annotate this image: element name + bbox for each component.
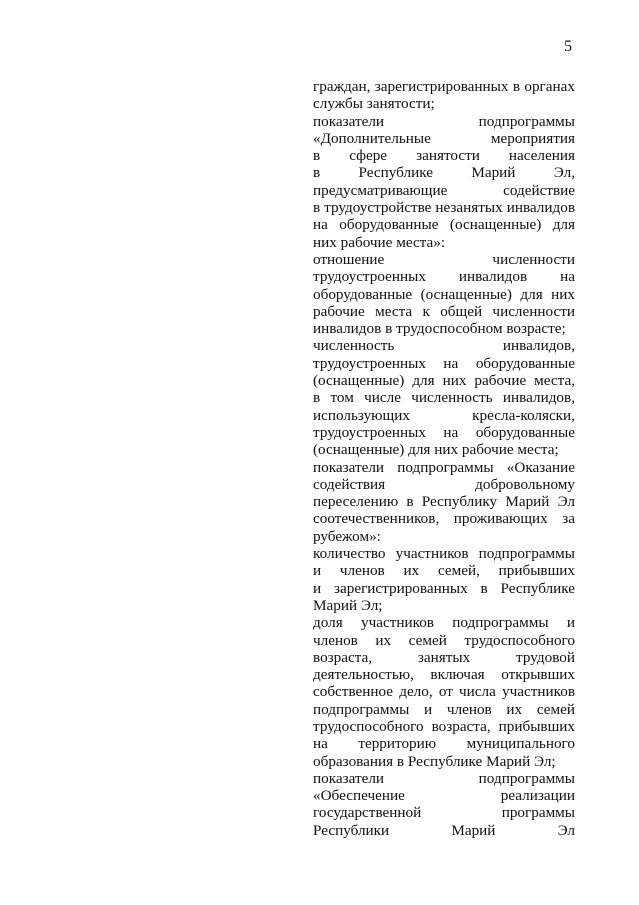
- text-line: на территорию муниципального: [313, 735, 575, 753]
- text-line: трудоустроенных на оборудованные: [313, 354, 575, 372]
- text-line: подпрограммы и членов их семей: [313, 700, 575, 718]
- text-line: трудоспособного возраста, прибывших: [313, 717, 575, 735]
- text-line: предусматривающие содействие: [313, 181, 575, 199]
- text-line: и зарегистрированных в Республике: [313, 579, 575, 597]
- text-line: количество участников подпрограммы: [313, 545, 575, 563]
- text-line: собственное дело, от числа участников: [313, 683, 575, 701]
- text-line: «Обеспечение реализации: [313, 787, 575, 805]
- text-line: на оборудованные (оснащенные) для: [313, 216, 575, 234]
- text-line: доля участников подпрограммы и: [313, 614, 575, 632]
- text-line: возраста, занятых трудовой: [313, 648, 575, 666]
- text-line: граждан, зарегистрированных в органах: [313, 78, 575, 95]
- text-line: трудоустроенных инвалидов на: [313, 268, 575, 286]
- text-line: показатели подпрограммы: [313, 112, 575, 130]
- text-line: государственной программы: [313, 804, 575, 822]
- text-line: содействия добровольному: [313, 475, 575, 493]
- text-line: в трудоустройстве незанятых инвалидов: [313, 199, 575, 217]
- text-line: инвалидов в трудоспособном возрасте;: [313, 320, 566, 338]
- text-line: отношение численности: [313, 250, 575, 268]
- text-line: в том числе численность инвалидов,: [313, 389, 575, 407]
- text-line: (оснащенные) для них рабочие места,: [313, 372, 575, 390]
- text-line: и членов их семей, прибывших: [313, 562, 575, 580]
- text-line: службы занятости;: [313, 95, 435, 113]
- text-line: показатели подпрограммы «Оказание: [313, 458, 575, 476]
- text-line: «Дополнительные мероприятия: [313, 129, 575, 147]
- text-line: Марий Эл;: [313, 596, 383, 614]
- text-line: образования в Республике Марий Эл;: [313, 752, 556, 770]
- text-line: использующих кресла-коляски,: [313, 406, 575, 424]
- page-number: 5: [564, 38, 572, 55]
- document-text-column: [313, 78, 575, 839]
- text-line: численность инвалидов,: [313, 337, 575, 355]
- text-line: рабочие места к общей численности: [313, 302, 575, 320]
- text-line: деятельностью, включая открывших: [313, 666, 575, 684]
- text-line: рубежом»:: [313, 527, 381, 545]
- text-line: Республики Марий Эл: [313, 821, 575, 839]
- text-line: в сфере занятости населения: [313, 147, 575, 165]
- text-line: (оснащенные) для них рабочие места;: [313, 441, 559, 459]
- text-line: трудоустроенных на оборудованные: [313, 423, 575, 441]
- text-line: членов их семей трудоспособного: [313, 631, 575, 649]
- text-line: показатели подпрограммы: [313, 769, 575, 787]
- text-line: них рабочие места»:: [313, 233, 446, 251]
- text-line: соотечественников, проживающих за: [313, 510, 575, 528]
- text-line: оборудованные (оснащенные) для них: [313, 285, 575, 303]
- text-line: переселению в Республику Марий Эл: [313, 493, 575, 511]
- text-line: в Республике Марий Эл,: [313, 164, 575, 182]
